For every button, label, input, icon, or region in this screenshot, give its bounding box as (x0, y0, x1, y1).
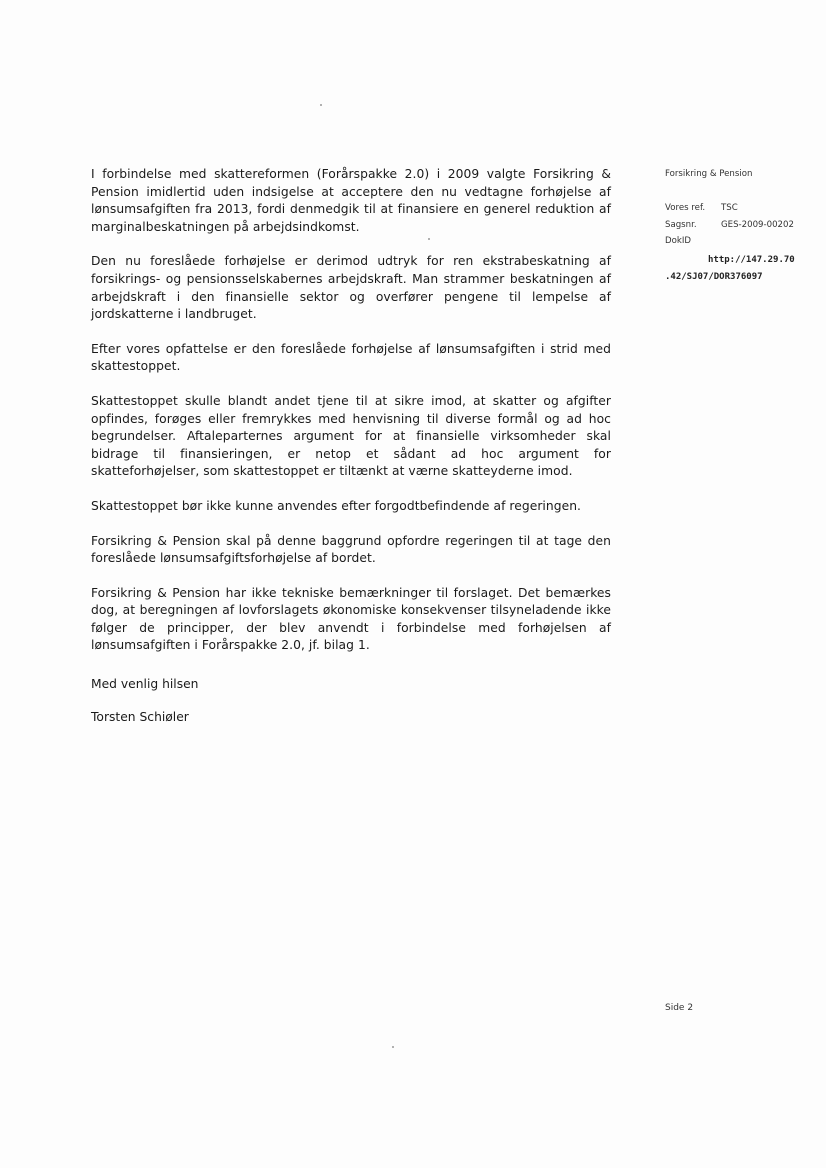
meta-value (721, 235, 815, 252)
scan-speck (392, 1046, 394, 1048)
organization-name: Forsikring & Pension (665, 169, 753, 179)
document-link[interactable] (665, 252, 815, 286)
meta-value: GES-2009-00202 (721, 219, 794, 230)
meta-label: Vores ref. (665, 203, 706, 213)
meta-label: Sagsnr. (665, 219, 697, 230)
sidebar-metadata (665, 168, 815, 286)
scan-speck (320, 104, 322, 106)
paragraph-7: Forsikring & Pension har ikke tekniske bemærkninger til forslaget. Det bemærkes dog, at beregningen af lovforslagets økonomiske konsekvenser tilsyneladende ikke følger de principper, der blev anvendt i forbindelse med forhøjelsen af lønsumsafgiften i Forårspakke 2.0, jf. bilag 1. (91, 585, 611, 653)
meta-label: DokID (665, 236, 692, 246)
paragraph-5: Skattestoppet bør ikke kunne anvendes efter forgodtbefindende af regeringen. (91, 498, 582, 513)
closing-greeting: Med venlig hilsen (91, 677, 199, 691)
meta-value: TSC (721, 203, 738, 213)
paragraph-3: Efter vores opfattelse er den foreslåede forhøjelse af lønsumsafgiften i strid med skattestoppet. (91, 341, 611, 374)
paragraph-1: I forbindelse med skattereformen (Forårspakke 2.0) i 2009 valgte Forsikring & Pension imidlertid uden indsigelse at acceptere den nu vedtagne forhøjelse af lønsumsafgiften fra 2013, fordi denmedgik til at finansiere en generel reduktion af marginalbeskatningen på arbejdsindkomst. (91, 167, 611, 234)
document-link-line-1[interactable]: http://147.29.70 (708, 254, 795, 265)
signature-name: Torsten Schiøler (91, 709, 189, 724)
page-number: Side 2 (665, 1003, 694, 1013)
letter-body (91, 166, 611, 672)
document-link-line-2[interactable]: .42/SJ07/DOR376097 (665, 271, 763, 282)
meta-row-case-number (665, 219, 815, 236)
paragraph-4: Skattestoppet skulle blandt andet tjene til at sikre imod, at skatter og afgifter opfindes, forøges eller fremrykkes med henvisning til diverse formål og ad hoc begrundelser. Aftaleparternes argument for at finansielle virksomheder skal bidrage til finansieringen, er netop et sådant ad hoc argument for skatteforhøjelser, som skattestoppet er tiltænkt at værne skatteyderne imod. (91, 393, 611, 479)
paragraph-6: Forsikring & Pension skal på denne baggrund opfordre regeringen til at tage den foreslåede lønsumsafgiftsforhøjelse af bordet. (91, 533, 611, 566)
paragraph-2: Den nu foreslåede forhøjelse er derimod udtryk for ren ekstrabeskatning af forsikrings- og pensionsselskabernes arbejdskraft. Man strammer beskatningen af arbejdskraft i den finansielle sektor og overfører pengene til lempelse af jordskatterne i landbruget. (91, 254, 611, 322)
meta-row-reference (665, 202, 815, 219)
meta-row-doc-id (665, 235, 815, 252)
scan-speck (428, 238, 430, 240)
letter-closing (91, 676, 198, 741)
